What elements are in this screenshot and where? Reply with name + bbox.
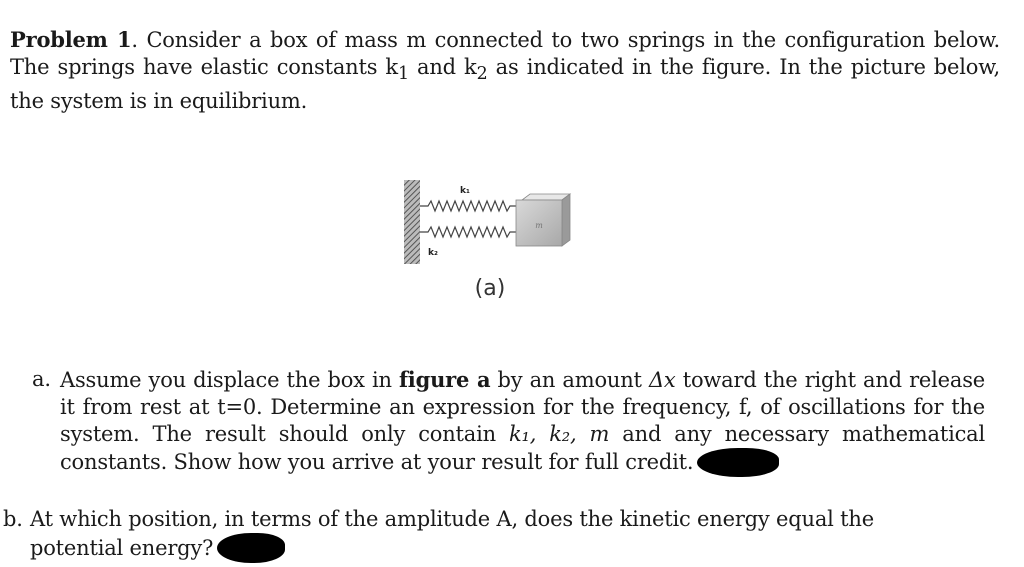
part-a-t4: and any necessary mathematical constants. Show how you arrive at your result for full credit. (60, 422, 985, 474)
part-b-marker: b. (3, 507, 23, 531)
problem-statement (10, 26, 1000, 115)
part-a-text (60, 366, 985, 477)
part-b-question: At which position, in terms of the amplitude A, does the kinetic energy equal the potential energy? (30, 507, 874, 560)
part-a-t1: Assume you displace the box in (60, 368, 399, 392)
part-a-vars: k₁, k₂, m (508, 422, 610, 446)
problem-text-end: as indicated in the figure. In the picture below, the system is in equilibrium. (10, 55, 1000, 114)
part-a-marker: a. (32, 367, 51, 391)
mass-label: m (535, 221, 543, 230)
spring-k2 (420, 227, 522, 237)
k2-subscript: 2 (476, 64, 488, 85)
redaction-mark-b (217, 533, 285, 563)
wall (404, 180, 420, 264)
spring-k1 (420, 201, 522, 211)
figure-caption: (a) (474, 276, 506, 301)
problem-text-and: and k (408, 55, 477, 79)
k1-subscript: 1 (397, 64, 409, 85)
k2-label: k₂ (428, 248, 438, 258)
part-b-text (30, 506, 960, 563)
delta-x: Δx (648, 368, 676, 392)
k1-label: k₁ (460, 186, 470, 196)
redaction-mark (697, 448, 779, 477)
part-a-t3: toward the right and release it from rest at t=0. Determine an expression for the frequency, f, of oscillations for the system. The result should only contain (60, 368, 986, 446)
problem-text: . Consider a box of mass m connected to two springs in the configuration below. The springs have elastic constants k (10, 28, 1000, 79)
box-side (562, 194, 570, 246)
figure-a-ref: figure a (398, 367, 491, 392)
part-a-t2: by an amount (490, 368, 649, 392)
problem-label: Problem 1 (10, 27, 132, 52)
